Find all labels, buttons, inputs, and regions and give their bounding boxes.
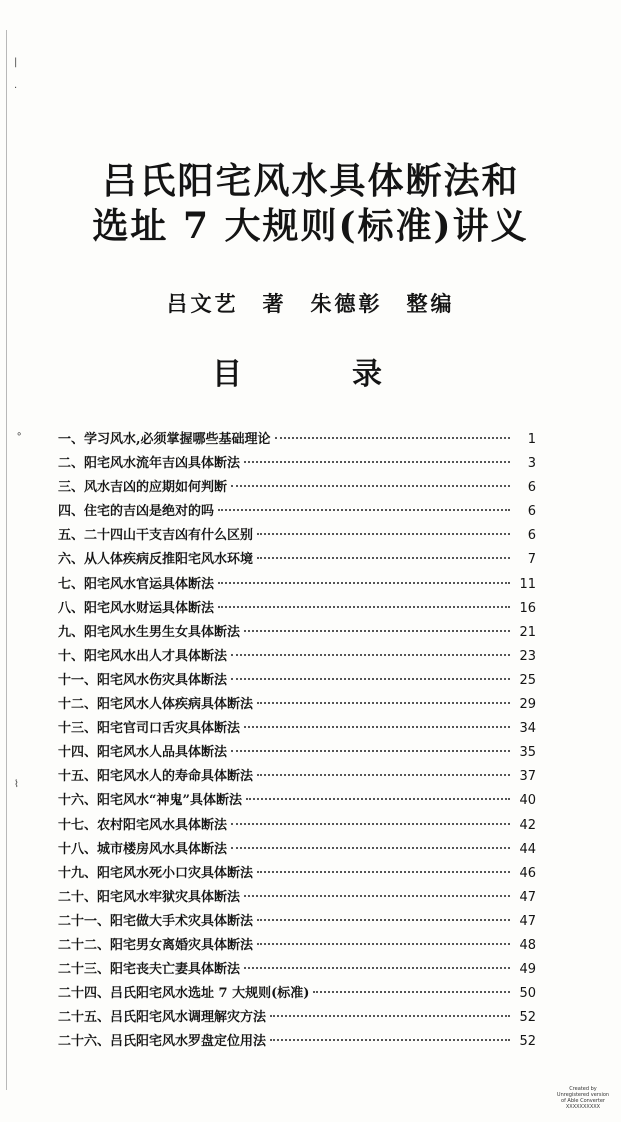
toc-entry[interactable] bbox=[58, 621, 536, 645]
toc-entry-page: 52 bbox=[519, 1010, 536, 1026]
toc-entry-page: 44 bbox=[519, 841, 536, 857]
toc-entry-title: 一、学习风水,必须掌握哪些基础理论 bbox=[58, 432, 271, 447]
toc-heading-char: 录 bbox=[352, 357, 382, 392]
toc-leader-dots bbox=[270, 1039, 510, 1041]
toc-entry-title: 十八、城市楼房风水具体断法 bbox=[58, 841, 228, 857]
toc-leader-dots bbox=[231, 654, 510, 656]
toc-entry-page: 50 bbox=[519, 986, 536, 1002]
toc-entry[interactable] bbox=[58, 765, 536, 789]
toc-entry[interactable] bbox=[58, 476, 536, 500]
toc-leader-dots bbox=[218, 582, 510, 584]
toc-entry-title: 二十五、吕氏阳宅风水调理解灾方法 bbox=[58, 1010, 267, 1026]
toc-entry-page: 16 bbox=[519, 600, 536, 616]
toc-entry[interactable] bbox=[58, 862, 536, 886]
toc-entry[interactable] bbox=[58, 524, 536, 548]
toc-entry-title: 十三、阳宅官司口舌灾具体断法 bbox=[58, 721, 241, 737]
toc-heading-char: 目 bbox=[212, 357, 242, 392]
toc-entry-page: 46 bbox=[519, 865, 536, 881]
toc-leader-dots bbox=[231, 750, 510, 752]
toc-entry[interactable] bbox=[58, 548, 536, 572]
toc-entry-page: 3 bbox=[527, 456, 536, 472]
toc-entry-title: 八、阳宅风水财运具体断法 bbox=[58, 600, 215, 616]
toc-entry[interactable] bbox=[58, 741, 536, 765]
toc-entry-title: 二十二、阳宅男女离婚灾具体断法 bbox=[58, 937, 254, 953]
toc-entry-title: 十、阳宅风水出人才具体断法 bbox=[58, 648, 228, 664]
toc-entry-title: 十九、阳宅风水死小口灾具体断法 bbox=[58, 865, 254, 881]
toc-entry-title: 二、阳宅风水流年吉凶具体断法 bbox=[58, 456, 241, 472]
toc-entry[interactable] bbox=[58, 982, 536, 1006]
toc-entry[interactable] bbox=[58, 934, 536, 958]
toc-entry[interactable] bbox=[58, 645, 536, 669]
toc-entry-page: 49 bbox=[519, 962, 536, 978]
toc-entry-page: 48 bbox=[519, 937, 536, 953]
toc-entry[interactable] bbox=[58, 452, 536, 476]
toc-leader-dots bbox=[244, 967, 510, 969]
toc-leader-dots bbox=[246, 798, 510, 800]
toc-entry-title: 二十一、阳宅做大手术灾具体断法 bbox=[58, 913, 254, 929]
toc-entry-page: 21 bbox=[519, 624, 536, 640]
book-title-line-2: 选址 7 大规则(标准)讲义 bbox=[92, 205, 529, 247]
toc-entry[interactable] bbox=[58, 814, 536, 838]
toc-entry-page: 6 bbox=[527, 504, 536, 520]
toc-leader-dots bbox=[257, 702, 510, 704]
toc-entry[interactable] bbox=[58, 717, 536, 741]
toc-entry-title: 九、阳宅风水生男生女具体断法 bbox=[58, 624, 241, 640]
toc-entry-page: 40 bbox=[519, 793, 536, 809]
toc-entry-title: 二十三、阳宅丧夫亡妻具体断法 bbox=[58, 962, 241, 978]
toc-leader-dots bbox=[257, 919, 510, 921]
toc-entry-page: 6 bbox=[527, 528, 536, 544]
toc-entry-page: 52 bbox=[519, 1034, 536, 1050]
toc-leader-dots bbox=[257, 557, 510, 559]
toc-entry[interactable] bbox=[58, 1006, 536, 1030]
toc-entry-title: 七、阳宅风水官运具体断法 bbox=[58, 576, 215, 592]
toc-entry-title: 三、风水吉凶的应期如何判断 bbox=[58, 480, 228, 496]
toc-entry[interactable] bbox=[58, 838, 536, 862]
toc-entry[interactable] bbox=[58, 910, 536, 934]
toc-entry-title: 十五、阳宅风水人的寿命具体断法 bbox=[58, 769, 254, 785]
toc-entry[interactable] bbox=[58, 789, 536, 813]
toc-entry-title: 十六、阳宅风水“神鬼”具体断法 bbox=[58, 793, 242, 809]
toc-leader-dots bbox=[244, 630, 510, 632]
converter-watermark bbox=[555, 1086, 611, 1110]
toc-leader-dots bbox=[218, 509, 510, 511]
toc-leader-dots bbox=[231, 823, 510, 825]
toc-entry-page: 11 bbox=[519, 576, 536, 592]
toc-entry[interactable] bbox=[58, 500, 536, 524]
toc-entry-page: 42 bbox=[519, 817, 536, 833]
toc-entry-title: 十七、农村阳宅风水具体断法 bbox=[58, 817, 228, 833]
toc-entry-page: 47 bbox=[519, 889, 536, 905]
toc-entry-title: 五、二十四山干支吉凶有什么区别 bbox=[58, 528, 254, 544]
toc-entry-title: 十二、阳宅风水人体疾病具体断法 bbox=[58, 697, 254, 713]
toc-leader-dots bbox=[244, 726, 510, 728]
toc-entry-title: 十一、阳宅风水伤灾具体断法 bbox=[58, 672, 228, 688]
toc-entry-page: 7 bbox=[527, 552, 536, 568]
scan-artifact: | bbox=[14, 57, 18, 68]
watermark-line: Created by bbox=[569, 1086, 597, 1092]
toc-entry[interactable] bbox=[58, 669, 536, 693]
toc-entry[interactable] bbox=[58, 428, 536, 452]
toc-entry-page: 37 bbox=[519, 769, 536, 785]
toc-entry[interactable] bbox=[58, 958, 536, 982]
toc-entry-page: 35 bbox=[519, 745, 536, 761]
toc-entry-page: 6 bbox=[527, 480, 536, 496]
toc-entry[interactable] bbox=[58, 597, 536, 621]
watermark-line: Unregistered version bbox=[556, 1092, 610, 1098]
toc-leader-dots bbox=[257, 533, 510, 535]
toc-entry-page: 23 bbox=[519, 648, 536, 664]
toc-leader-dots bbox=[244, 461, 510, 463]
toc-leader-dots bbox=[313, 991, 510, 993]
toc-leader-dots bbox=[244, 895, 510, 897]
toc-leader-dots bbox=[275, 437, 510, 439]
toc-entry[interactable] bbox=[58, 693, 536, 717]
toc-entry-page: 29 bbox=[519, 697, 536, 713]
toc-leader-dots bbox=[257, 871, 510, 873]
toc-leader-dots bbox=[270, 1015, 510, 1017]
toc-entry-title: 二十四、吕氏阳宅风水选址 7 大规则(标准) bbox=[58, 986, 310, 1002]
toc-entry-title: 十四、阳宅风水人品具体断法 bbox=[58, 745, 228, 761]
scan-artifact: ⌇ bbox=[14, 779, 19, 790]
toc-leader-dots bbox=[231, 847, 510, 849]
scan-artifact: · bbox=[14, 83, 18, 94]
toc-entry-title: 二十、阳宅风水牢狱灾具体断法 bbox=[58, 889, 241, 905]
authors-line: 吕文艺 著 朱德彰 整编 bbox=[166, 291, 455, 316]
toc-leader-dots bbox=[231, 678, 510, 680]
watermark-line: of Able Converter bbox=[561, 1098, 605, 1104]
table-of-contents bbox=[58, 428, 536, 1054]
toc-leader-dots bbox=[231, 485, 510, 487]
toc-entry-page: 1 bbox=[527, 432, 536, 447]
toc-entry[interactable] bbox=[58, 886, 536, 910]
toc-leader-dots bbox=[257, 774, 510, 776]
toc-entry-page: 25 bbox=[519, 672, 536, 688]
toc-leader-dots bbox=[257, 943, 510, 945]
toc-entry[interactable] bbox=[58, 573, 536, 597]
toc-entry-page: 34 bbox=[519, 721, 536, 737]
toc-entry-page: 47 bbox=[519, 913, 536, 929]
scan-artifact: ∘ bbox=[16, 429, 23, 440]
watermark-line: XXXXXXXXXX bbox=[565, 1104, 601, 1110]
toc-entry[interactable] bbox=[58, 1030, 536, 1054]
book-title-line-1: 吕氏阳宅风水具体断法和 bbox=[101, 160, 520, 202]
toc-leader-dots bbox=[218, 606, 510, 608]
toc-entry-title: 六、从人体疾病反推阳宅风水环境 bbox=[58, 552, 254, 568]
toc-entry-title: 四、住宅的吉凶是绝对的吗 bbox=[58, 504, 215, 520]
toc-entry-title: 二十六、吕氏阳宅风水罗盘定位用法 bbox=[58, 1034, 267, 1050]
